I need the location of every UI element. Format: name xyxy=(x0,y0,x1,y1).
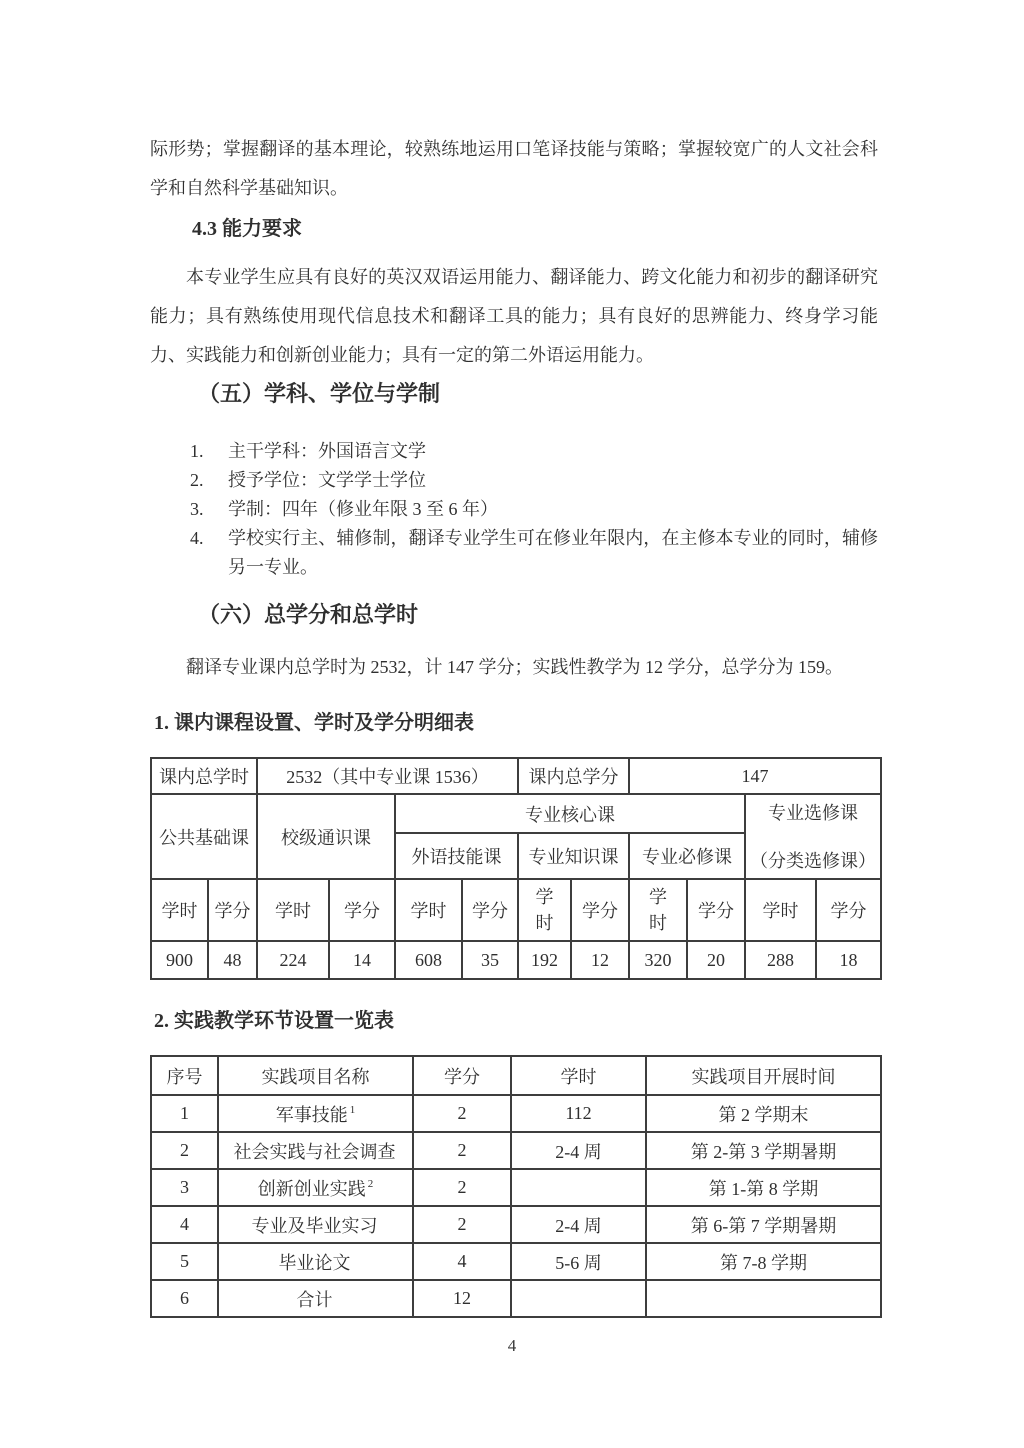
credits-summary-paragraph: 翻译专业课内总学时为 2532，计 147 学分；实践性教学为 12 学分，总学分为 159。 xyxy=(186,657,843,677)
value-cell: 12 xyxy=(571,941,629,979)
row-credits-cell: 2 xyxy=(413,1132,511,1169)
list-item-number: 1. xyxy=(190,441,204,461)
total-credits-value-cell: 147 xyxy=(629,758,881,794)
core-sub-required-cell: 专业必修课 xyxy=(629,833,745,879)
unit-hours-cell xyxy=(518,879,571,941)
row-credits-cell: 2 xyxy=(413,1095,511,1132)
value-cell: 35 xyxy=(462,941,518,979)
unit-hours-cell xyxy=(629,879,687,941)
course-hours-credits-table xyxy=(150,757,882,980)
value-cell: 320 xyxy=(629,941,687,979)
core-sub-knowledge-cell: 专业知识课 xyxy=(518,833,629,879)
practice-row xyxy=(151,1132,881,1169)
practice-row xyxy=(151,1095,881,1132)
elective-sublabel: （分类选修课） xyxy=(750,851,876,871)
row-time-cell: 第 7-8 学期 xyxy=(646,1243,881,1280)
practice-table-title: 2. 实践教学环节设置一览表 xyxy=(154,1010,394,1032)
value-cell: 224 xyxy=(257,941,329,979)
row-credits-cell: 2 xyxy=(413,1169,511,1206)
ability-paragraph: 本专业学生应具有良好的英汉双语运用能力、翻译能力、跨文化能力和初步的翻译研究能力；具有熟练使用现代信息技术和翻译工具的能力；具有良好的思辨能力、终身学习能力、实践能力和创新创业能力；具有一定的第二外语运用能力。 xyxy=(150,267,878,365)
list-item-text: 授予学位：文学学士学位 xyxy=(228,470,426,490)
unit-credits-cell: 学分 xyxy=(462,879,518,941)
footnote-marker: 2 xyxy=(367,1177,374,1190)
value-cell: 48 xyxy=(208,941,257,979)
row-time-cell: 第 6-第 7 学期暑期 xyxy=(646,1206,881,1243)
row-credits-cell: 2 xyxy=(413,1206,511,1243)
page-number: 4 xyxy=(507,1336,517,1355)
row-hours-cell xyxy=(511,1169,646,1206)
row-no-cell: 6 xyxy=(151,1280,218,1317)
row-no-cell: 2 xyxy=(151,1132,218,1169)
core-sub-language-skills-cell: 外语技能课 xyxy=(395,833,518,879)
unit-hours-cell: 学时 xyxy=(151,879,208,941)
elective-label: 专业选修课 xyxy=(768,803,858,823)
header-name-cell: 实践项目名称 xyxy=(218,1056,413,1095)
list-item-number: 4. xyxy=(190,528,204,548)
value-cell: 14 xyxy=(329,941,395,979)
unit-credits-cell: 学分 xyxy=(687,879,745,941)
row-time-cell: 第 2 学期末 xyxy=(646,1095,881,1132)
group-elective-cell xyxy=(745,794,881,879)
heading-section-five: （五）学科、学位与学制 xyxy=(198,381,441,406)
list-item-number: 3. xyxy=(190,499,204,519)
unit-hours-wrapped: 学时 xyxy=(535,887,554,933)
row-time-cell xyxy=(646,1280,881,1317)
list-item-text: 学校实行主、辅修制，翻译专业学生可在修业年限内，在主修本专业的同时，辅修另一专业。 xyxy=(228,528,878,577)
list-item xyxy=(150,466,878,495)
header-no-cell: 序号 xyxy=(151,1056,218,1095)
row-no-cell: 3 xyxy=(151,1169,218,1206)
list-item-text: 学制：四年（修业年限 3 至 6 年） xyxy=(228,499,498,519)
row-credits-cell: 4 xyxy=(413,1243,511,1280)
row-hours-cell: 2-4 周 xyxy=(511,1206,646,1243)
practice-row xyxy=(151,1206,881,1243)
row-name-cell: 军事技能 $^1$ xyxy=(218,1095,413,1132)
value-cell: 18 xyxy=(816,941,881,979)
degree-info-list xyxy=(150,437,878,582)
unit-credits-cell: 学分 xyxy=(208,879,257,941)
practice-teaching-table xyxy=(150,1055,882,1318)
practice-row xyxy=(151,1243,881,1280)
row-no-cell: 4 xyxy=(151,1206,218,1243)
row-name-cell: 专业及毕业实习 xyxy=(218,1206,413,1243)
list-item xyxy=(150,437,878,466)
row-time-cell: 第 2-第 3 学期暑期 xyxy=(646,1132,881,1169)
row-credits-cell: 12 xyxy=(413,1280,511,1317)
group-core-cell: 专业核心课 xyxy=(395,794,745,833)
value-cell: 900 xyxy=(151,941,208,979)
row-name-cell: 社会实践与社会调查 xyxy=(218,1132,413,1169)
row-hours-cell: 5-6 周 xyxy=(511,1243,646,1280)
header-credits-cell: 学分 xyxy=(413,1056,511,1095)
header-hours-cell: 学时 xyxy=(511,1056,646,1095)
practice-row xyxy=(151,1169,881,1206)
page-content xyxy=(150,0,878,1318)
value-cell: 20 xyxy=(687,941,745,979)
footnote-marker: 1 xyxy=(349,1103,356,1116)
header-time-cell: 实践项目开展时间 xyxy=(646,1056,881,1095)
unit-hours-cell: 学时 xyxy=(257,879,329,941)
list-item-number: 2. xyxy=(190,470,204,490)
list-item xyxy=(150,495,878,524)
row-hours-cell: 112 xyxy=(511,1095,646,1132)
total-credits-label-cell: 课内总学分 xyxy=(518,758,629,794)
unit-credits-cell: 学分 xyxy=(329,879,395,941)
course-table-title: 1. 课内课程设置、学时及学分明细表 xyxy=(154,712,474,734)
group-public-basic-cell: 公共基础课 xyxy=(151,794,257,879)
row-no-cell: 1 xyxy=(151,1095,218,1132)
unit-hours-cell: 学时 xyxy=(395,879,462,941)
row-name-cell: 创新创业实践 $^2$ xyxy=(218,1169,413,1206)
total-hours-label-cell: 课内总学时 xyxy=(151,758,257,794)
total-hours-value-cell: 2532（其中专业课 1536） xyxy=(257,758,518,794)
unit-hours-cell: 学时 xyxy=(745,879,816,941)
row-name-cell: 毕业论文 xyxy=(218,1243,413,1280)
unit-hours-wrapped: 学时 xyxy=(649,887,667,933)
value-cell: 608 xyxy=(395,941,462,979)
unit-credits-cell: 学分 xyxy=(816,879,881,941)
unit-credits-cell: 学分 xyxy=(571,879,629,941)
value-cell: 288 xyxy=(745,941,816,979)
row-time-cell: 第 1-第 8 学期 xyxy=(646,1169,881,1206)
heading-section-six: （六）总学分和总学时 xyxy=(198,602,419,627)
row-hours-cell xyxy=(511,1280,646,1317)
heading-ability-requirements: 4.3 能力要求 xyxy=(192,218,302,240)
row-no-cell: 5 xyxy=(151,1243,218,1280)
list-item-text: 主干学科：外国语言文学 xyxy=(228,441,426,461)
row-name-cell: 合计 xyxy=(218,1280,413,1317)
value-cell: 192 xyxy=(518,941,571,979)
practice-header-row xyxy=(151,1056,881,1095)
row-hours-cell: 2-4 周 xyxy=(511,1132,646,1169)
group-general-ed-cell: 校级通识课 xyxy=(257,794,395,879)
intro-continuation-paragraph: 际形势；掌握翻译的基本理论，较熟练地运用口笔译技能与策略；掌握较宽广的人文社会科学和自然科学基础知识。 xyxy=(150,139,878,198)
practice-row xyxy=(151,1280,881,1317)
list-item xyxy=(150,524,878,582)
